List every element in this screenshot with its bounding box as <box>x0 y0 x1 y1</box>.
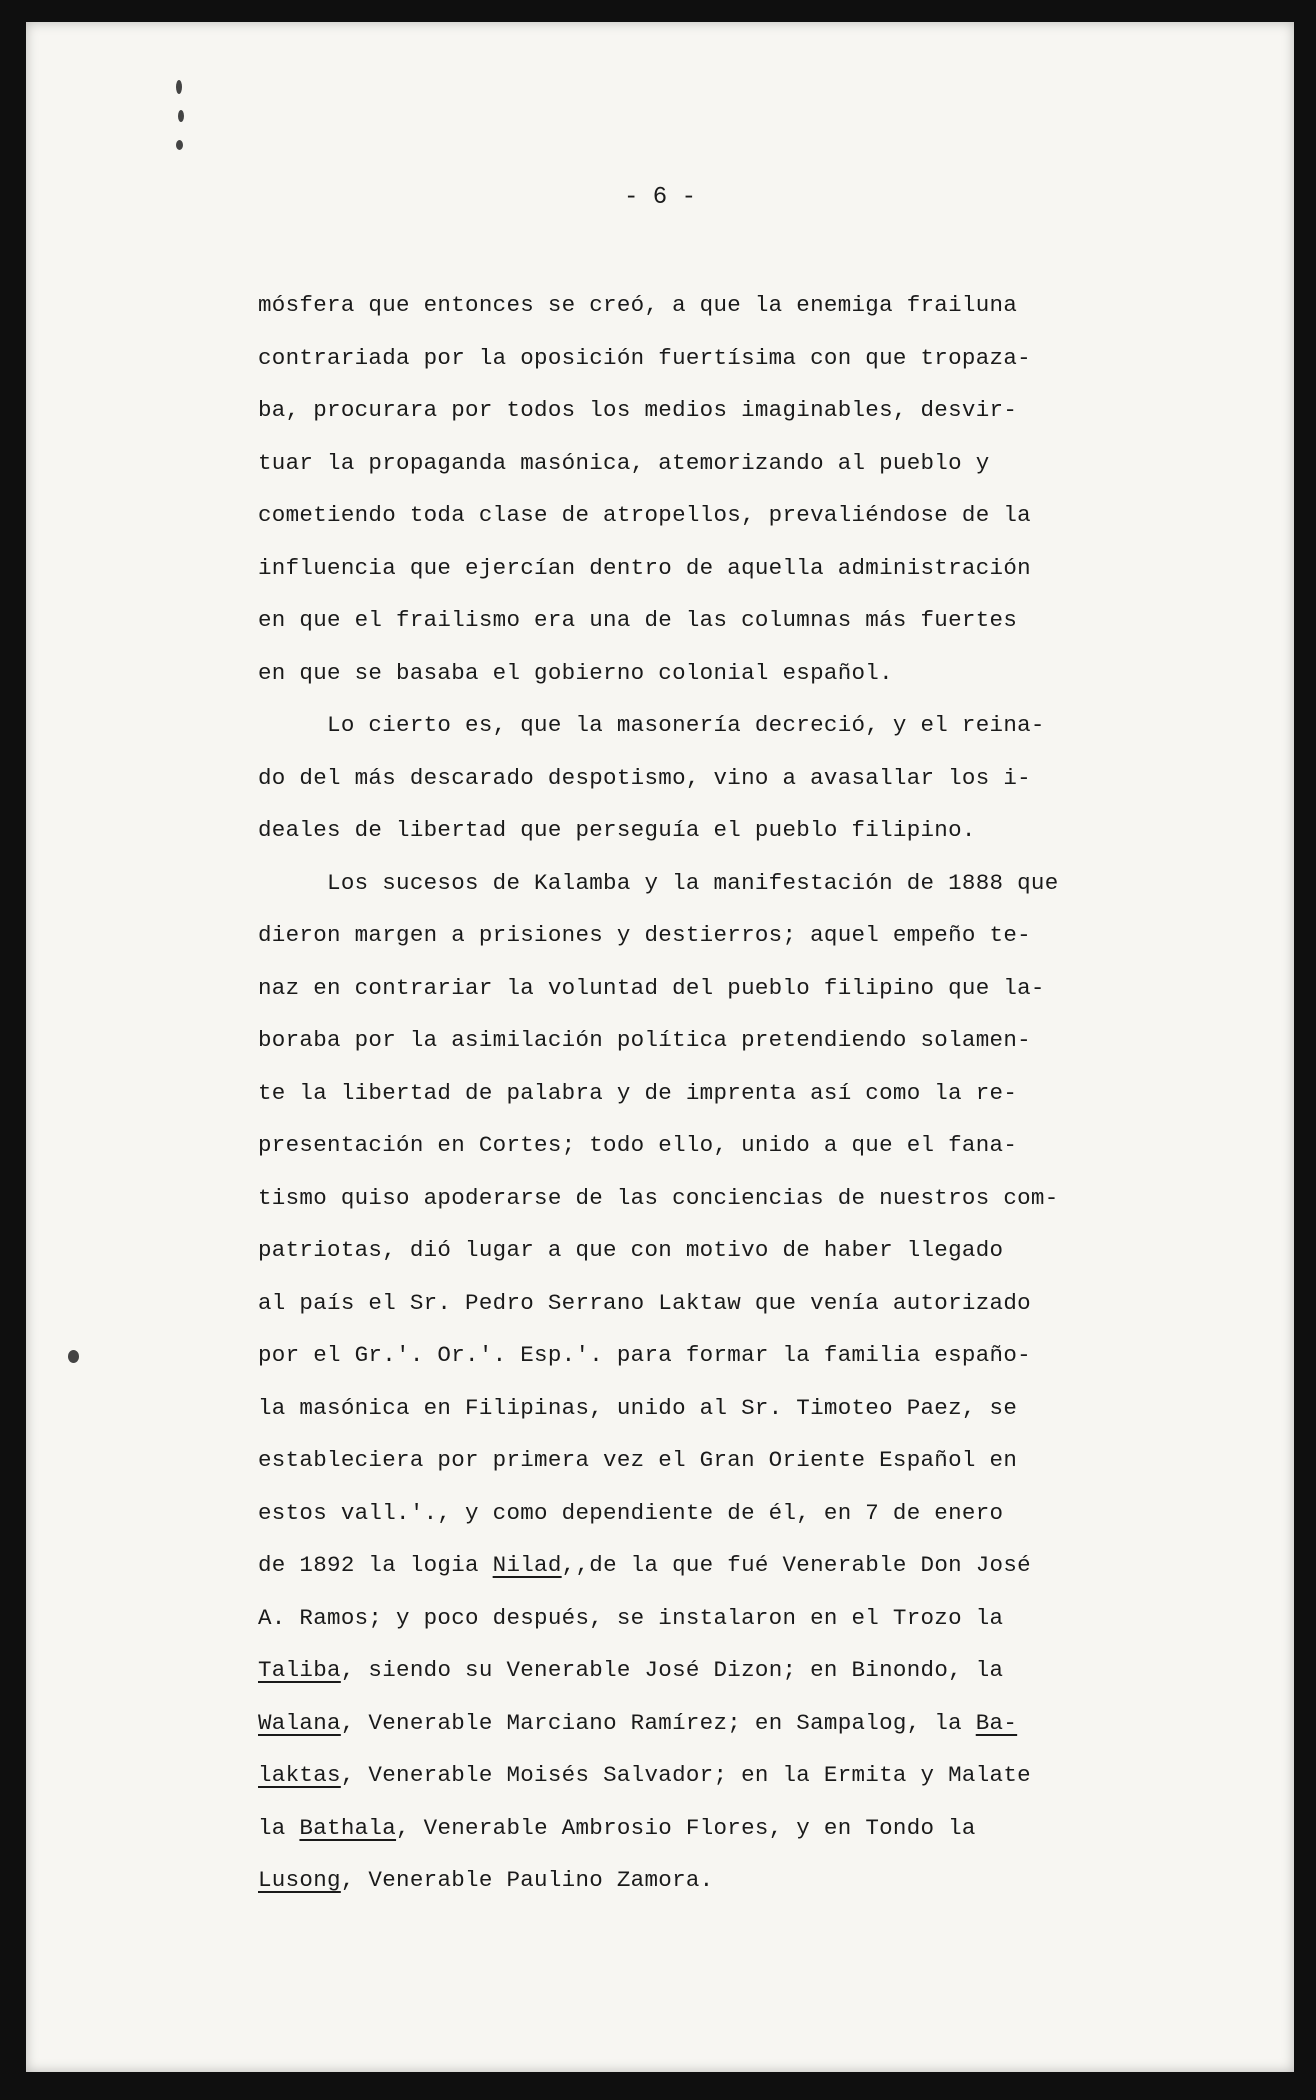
page-number: - 6 - <box>623 184 696 211</box>
text-line: Lo cierto es, que la masonería decreció, y el reina- <box>258 712 1045 738</box>
text-line: tismo quiso apoderarse de las conciencias de nuestros com- <box>258 1184 1059 1211</box>
text-line: mósfera que entonces se creó, a que la enemiga frailuna <box>258 292 1018 318</box>
document-page <box>26 22 1294 2072</box>
text-line: estos vall.'., y como dependiente de él, en 7 de enero <box>258 1499 1004 1526</box>
margin-speck <box>176 140 183 150</box>
text-line: la masónica en Filipinas, unido al Sr. Timoteo Paez, se <box>258 1394 1018 1421</box>
text-line: naz en contrariar la voluntad del pueblo filipino que la- <box>258 974 1045 1001</box>
text-line: Lusong, Venerable Paulino Zamora. <box>258 1867 714 1893</box>
margin-speck <box>178 110 184 122</box>
text-line: la Bathala, Venerable Ambrosio Flores, y en Tondo la <box>258 1814 976 1841</box>
text-line: presentación en Cortes; todo ello, unido a que el fana- <box>258 1132 1018 1158</box>
text-line: patriotas, dió lugar a que con motivo de haber llegado <box>258 1237 1004 1263</box>
text-line: contrariada por la oposición fuertísima con que tropaza- <box>258 344 1031 371</box>
margin-speck <box>176 80 182 94</box>
margin-speck <box>68 1350 79 1363</box>
body-text <box>258 279 1218 1907</box>
text-line: laktas, Venerable Moisés Salvador; en la Ermita y Malate <box>258 1762 1031 1788</box>
text-line: Los sucesos de Kalamba y la manifestación de 1888 que <box>258 869 1059 896</box>
text-line: influencia que ejercían dentro de aquella administración <box>258 554 1031 581</box>
text-line: deales de libertad que perseguía el pueblo filipino. <box>258 817 976 843</box>
text-line: do del más descarado despotismo, vino a avasallar los i- <box>258 764 1031 791</box>
text-line: ba, procurara por todos los medios imaginables, desvir- <box>258 397 1018 423</box>
text-line: estableciera por primera vez el Gran Oriente Español en <box>258 1447 1018 1473</box>
text-line: cometiendo toda clase de atropellos, prevaliéndose de la <box>258 502 1031 528</box>
text-line: por el Gr.'. Or.'. Esp.'. para formar la familia españo- <box>258 1342 1031 1368</box>
text-line: Walana, Venerable Marciano Ramírez; en Sampalog, la Ba- <box>258 1709 1018 1736</box>
text-line: A. Ramos; y poco después, se instalaron en el Trozo la <box>258 1604 1004 1631</box>
text-line: te la libertad de palabra y de imprenta así como la re- <box>258 1079 1018 1106</box>
text-line: dieron margen a prisiones y destierros; aquel empeño te- <box>258 922 1031 948</box>
text-line: tuar la propaganda masónica, atemorizando al pueblo y <box>258 449 990 476</box>
text-line: boraba por la asimilación política pretendiendo solamen- <box>258 1027 1031 1053</box>
text-line: en que el frailismo era una de las columnas más fuertes <box>258 607 1018 633</box>
text-line: de 1892 la logia Nilad,,de la que fué Venerable Don José <box>258 1552 1031 1578</box>
text-line: en que se basaba el gobierno colonial español. <box>258 659 893 686</box>
text-line: Taliba, siendo su Venerable José Dizon; en Binondo, la <box>258 1657 1004 1683</box>
text-line: al país el Sr. Pedro Serrano Laktaw que venía autorizado <box>258 1289 1031 1316</box>
